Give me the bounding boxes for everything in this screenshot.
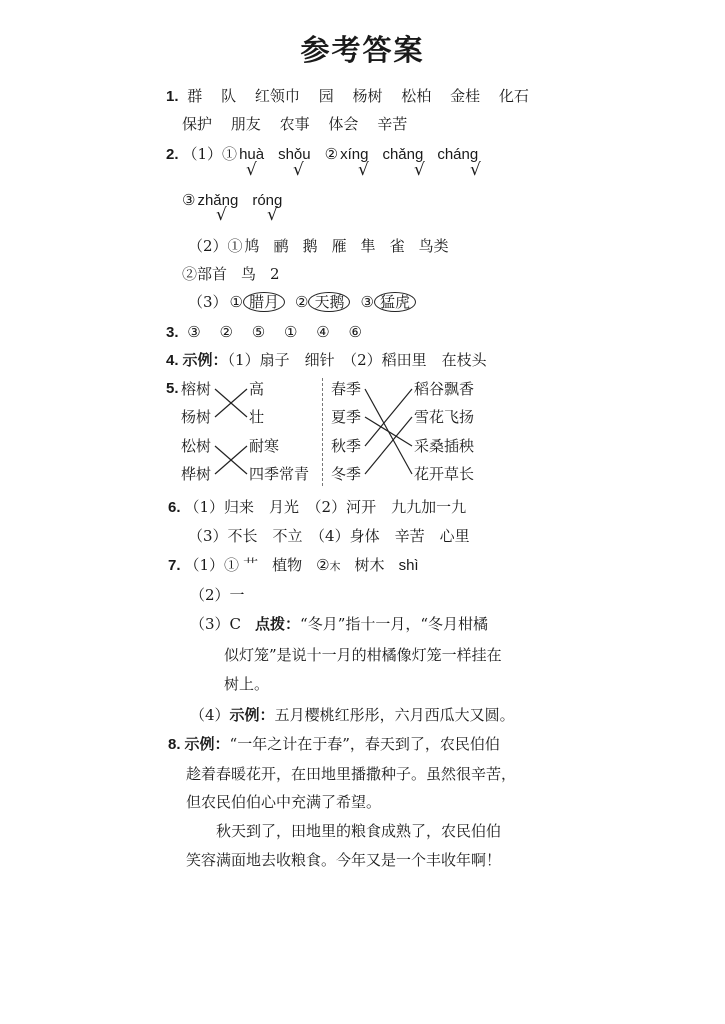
q2-part2b-item: 2 (270, 265, 280, 283)
circle-mark: ① (229, 293, 243, 311)
q7-part3 (190, 610, 488, 639)
q3-item: ⑤ (251, 323, 266, 341)
pinyin: chǎng (382, 146, 424, 163)
q2-part2b-item: 鸟 (241, 265, 257, 283)
q2-part1-label: （1）① (182, 145, 238, 163)
check-mark: √ (358, 160, 369, 180)
season-item: 春季 (331, 380, 362, 398)
pinyin: huà (239, 146, 265, 163)
q2-part3-label: （3） (188, 293, 228, 311)
pinyin: shǒu (278, 146, 311, 163)
q7-part2-text: （2）一 (190, 586, 245, 604)
q4-row (166, 350, 501, 371)
match-line (365, 417, 412, 446)
bird-char: 鹅 (302, 237, 318, 255)
q3-row (166, 322, 376, 343)
circle-mark: ③ (360, 293, 374, 311)
circled-word: 猛虎 (374, 292, 416, 312)
scene-item: 雪花飞扬 (414, 408, 475, 426)
pinyin: róng (252, 192, 283, 209)
check-mark: √ (293, 160, 304, 180)
q3-item: ④ (316, 323, 330, 341)
q1-word: 化石 (498, 87, 529, 105)
q8-line: 笑容满面地去收粮食。今年又是一个丰收年啊！ (186, 851, 502, 869)
q7-word: 树木 (354, 556, 385, 574)
q1-word: 园 (318, 87, 334, 105)
q7-word: 植物 (272, 556, 303, 574)
q1-word: 队 (221, 87, 237, 105)
q8-text: “一年之计在于春”，春天到了，农民伯伯 (229, 735, 500, 753)
match-line (365, 389, 412, 446)
pinyin: shì (398, 557, 419, 574)
tree-item: 松树 (181, 437, 212, 455)
q3-item: ⑥ (348, 323, 362, 341)
q4-text: （1）扇子 细针 （2）稻田里 在枝头 (227, 351, 487, 369)
q2-part3-row (188, 292, 416, 312)
q6-text: （3）不长 不立 （4）身体 辛苦 心里 (188, 527, 470, 545)
q2-part2b-label: ②部首 (182, 265, 228, 283)
bird-char: 雀 (389, 237, 405, 255)
q1-word: 辛苦 (377, 115, 408, 133)
check-mark: √ (246, 160, 257, 180)
season-item: 秋季 (331, 437, 362, 455)
trait-item: 壮 (249, 408, 265, 426)
q8-line: 趁着春暖花开，在田地里播撒种子。虽然很辛苦， (186, 765, 517, 783)
match-line (365, 389, 412, 474)
q6-text: （1）归来 月光 （2）河开 九九加一九 (184, 498, 467, 516)
q7-number: 7. (168, 557, 181, 574)
q4-number: 4. (166, 352, 179, 369)
match-line (365, 417, 412, 474)
q1-word: 金桂 (450, 87, 481, 105)
q3-item: ① (284, 323, 298, 341)
q8-line (168, 730, 500, 759)
q3-item: ② (219, 323, 233, 341)
q2-part2-row2 (182, 264, 294, 284)
scene-item: 稻谷飘香 (414, 380, 475, 398)
q7-part4-text: 五月樱桃红彤彤，六月西瓜大又圆。 (274, 706, 515, 724)
q2-number: 2. (166, 146, 179, 163)
tree-item: 杨树 (181, 408, 212, 426)
page-title: 参考答案 (300, 33, 425, 67)
q1-word: 松柏 (401, 87, 432, 105)
q7-mark-2: ② (316, 556, 330, 574)
bird-char: 雁 (331, 237, 347, 255)
season-item: 冬季 (331, 465, 362, 483)
q3-number: 3. (166, 324, 179, 341)
q7-part3-cont1: 似灯笼”是说十一月的柑橘像灯笼一样挂在 (224, 646, 502, 664)
q7-part2 (190, 585, 259, 605)
circled-word: 腊月 (243, 292, 285, 312)
trait-item: 高 (249, 380, 265, 398)
tree-item: 榕树 (181, 380, 212, 398)
q1-word: 群 (187, 87, 203, 105)
q7-part3-label: （3）C (190, 615, 242, 633)
check-mark: √ (216, 205, 227, 225)
scene-item: 花开草长 (414, 465, 475, 483)
q3-item: ③ (187, 323, 201, 341)
radical-wood: 木 (329, 560, 341, 573)
bird-category: 鸟类 (418, 237, 449, 255)
q2-part1-row1 (166, 144, 492, 165)
match-line (215, 389, 247, 417)
q2-part1-row2 (182, 190, 296, 211)
match-line (215, 389, 247, 417)
match-line (215, 446, 247, 474)
q2-mark-2: ② (324, 145, 339, 163)
q1-word: 保护 (182, 115, 213, 133)
q1-word: 杨树 (352, 87, 383, 105)
q8-prefix: 示例： (184, 735, 230, 753)
check-mark: √ (414, 160, 425, 180)
tree-item: 桦树 (181, 465, 212, 483)
pinyin: zhǎng (197, 192, 239, 209)
q1-row2 (182, 114, 421, 134)
divider (322, 378, 323, 486)
q1-row1 (166, 86, 543, 107)
q7-part1 (168, 555, 433, 577)
q1-word: 农事 (279, 115, 310, 133)
q7-tip-label: 点拨： (255, 615, 301, 633)
q6-row2 (188, 526, 484, 546)
circled-word: 天鹅 (308, 292, 350, 312)
q7-part4 (190, 701, 515, 730)
q4-prefix: 示例： (182, 351, 228, 369)
q2-part2-label: （2）① (188, 237, 243, 255)
q1-word: 红领巾 (254, 87, 300, 105)
bird-char: 鹂 (273, 237, 289, 255)
q7-part3-cont2: 树上。 (224, 675, 270, 693)
circle-mark: ② (295, 293, 309, 311)
q8-line: 但农民伯伯心中充满了希望。 (186, 793, 382, 811)
check-mark: √ (267, 205, 278, 225)
radical-grass: 艹 (243, 556, 259, 574)
season-item: 夏季 (331, 408, 362, 426)
match-line (215, 446, 247, 474)
bird-char: 鸠 (244, 237, 260, 255)
q2-mark-3: ③ (182, 191, 196, 209)
trait-item: 四季常青 (249, 465, 310, 483)
q5-number: 5. (166, 380, 179, 397)
pinyin: xíng (340, 146, 369, 163)
q1-word: 体会 (328, 115, 359, 133)
q2-part2-row1 (188, 236, 463, 256)
q6-number: 6. (168, 499, 181, 516)
trait-item: 耐寒 (249, 437, 280, 455)
q8-number: 8. (168, 736, 181, 753)
scene-item: 采桑插秧 (414, 437, 475, 455)
check-mark: √ (470, 160, 481, 180)
q1-word: 朋友 (230, 115, 261, 133)
q8-line: 秋天到了，田地里的粮食成熟了，农民伯伯 (186, 822, 502, 840)
pinyin: cháng (437, 146, 479, 163)
q7-part1-label: （1）① (184, 556, 240, 574)
q6-row1 (168, 497, 480, 518)
q7-part4-label: （4） (190, 706, 230, 724)
q7-part4-prefix: 示例： (229, 706, 275, 724)
bird-char: 隼 (360, 237, 376, 255)
q1-number: 1. (166, 88, 179, 105)
q7-part3-line: “冬月”指十一月，“冬月柑橘 (300, 615, 489, 633)
